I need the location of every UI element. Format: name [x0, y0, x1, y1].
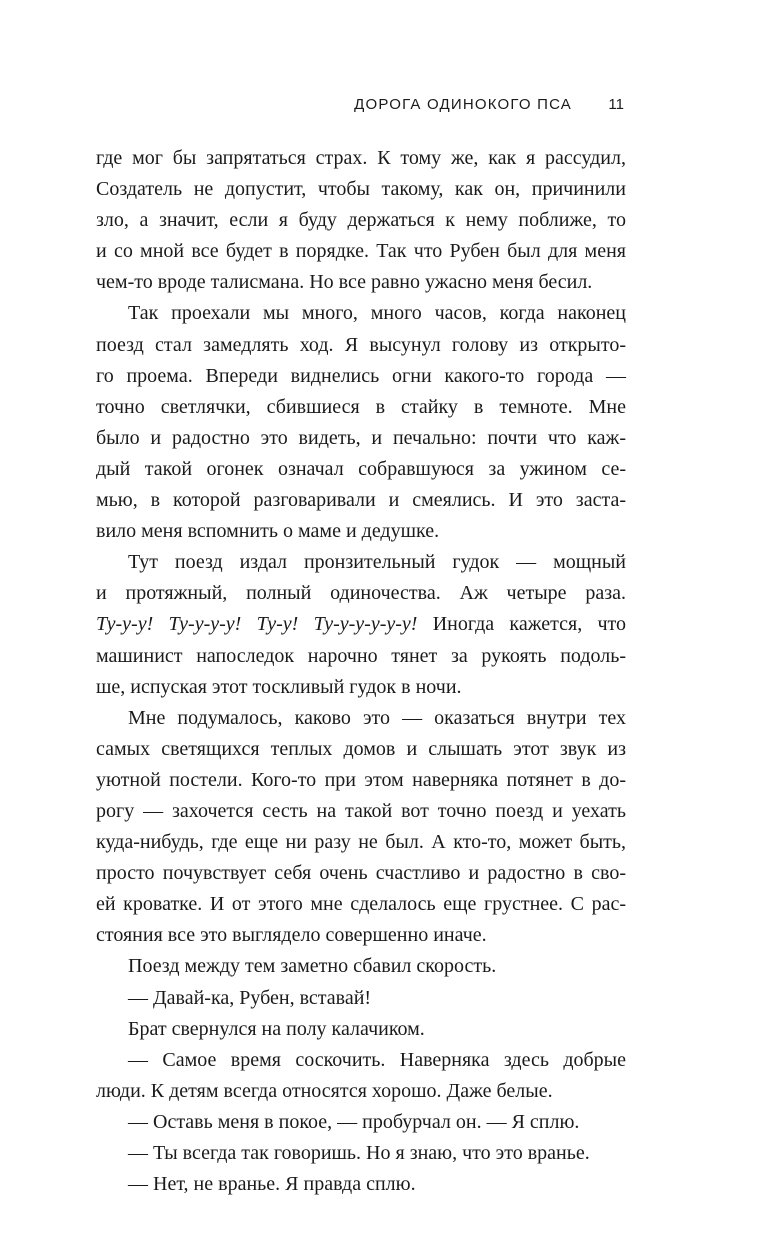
dialogue-line: — Нет, не вранье. Я правда сплю.	[128, 1173, 416, 1196]
text-line: и протяжный, полный одиночества. Аж четыре раза.	[96, 582, 626, 605]
text-line: где мог бы запрятаться страх. К тому же, как я рассудил,	[96, 147, 626, 169]
text-line: вило меня вспомнить о маме и дедушке.	[96, 520, 440, 543]
text-line: просто почувствует себя очень счастливо и радостно в сво-	[96, 862, 626, 885]
text-line: го проема. Впереди виднелись огни какого-то города —	[96, 364, 626, 387]
running-head	[96, 96, 624, 118]
dialogue-line: люди. К детям всегда относятся хорошо. Даже белые.	[96, 1079, 553, 1102]
text-line: мью, в которой разговаривали и смеялись. И это заста-	[96, 489, 626, 512]
text-line: Мне подумалось, каково это — оказаться внутри тех	[128, 706, 626, 729]
dialogue-line: — Самое время соскочить. Наверняка здесь добрые	[128, 1048, 626, 1071]
running-head-title: ДОРОГА ОДИНОКОГО ПСА	[354, 96, 572, 113]
dialogue-line: — Ты всегда так говоришь. Но я знаю, что это вранье.	[128, 1142, 590, 1164]
text-line: точно светлячки, сбившиеся в стайку в темноте. Мне	[96, 395, 626, 418]
text-line: чем-то вроде талисмана. Но все равно ужасно меня бесил.	[96, 271, 593, 294]
text-line: уютной постели. Кого-то при этом наверняка потянет в до-	[96, 768, 626, 791]
text-line: Тут поезд издал пронзительный гудок — мощный	[128, 551, 626, 574]
text-line: машинист напоследок нарочно тянет за рукоять подоль-	[96, 644, 626, 667]
text-line: рогу — захочется сесть на такой вот точно поезд и уехать	[96, 799, 626, 822]
text-line: ше, испуская этот тоскливый гудок в ночи.	[96, 675, 462, 698]
text-line: и со мной все будет в порядке. Так что Рубен был для меня	[96, 240, 626, 263]
text-line: Так проехали мы много, много часов, когда наконец	[128, 302, 626, 325]
text-line: Создатель не допустит, чтобы такому, как он, причинили	[96, 178, 626, 201]
text-line: было и радостно это видеть, и печально: почти что каж-	[96, 426, 626, 449]
text-line: ей кроватке. И от этого мне сделалось еще грустнее. С рас-	[96, 893, 626, 916]
text-line	[96, 609, 626, 640]
text-line: самых светящихся теплых домов и слышать этот звук из	[96, 737, 626, 760]
text-line: куда-нибудь, где еще ни разу не был. А кто-то, может быть,	[96, 831, 626, 854]
dialogue-line: — Давай-ка, Рубен, вставай!	[128, 986, 372, 1009]
text-line: зло, а значит, если я буду держаться к нему поближе, то	[96, 209, 626, 232]
text-line: Поезд между тем заметно сбавил скорость.	[128, 955, 497, 978]
text-fragment: Иногда кажется, что	[432, 613, 627, 636]
train-whistle-italic: Ту-у-у! Ту-у-у-у! Ту-у! Ту-у-у-у-у-у!	[96, 613, 418, 636]
text-line: поезд стал замедлять ход. Я высунул голову из открыто-	[96, 333, 626, 356]
text-line: стояния все это выглядело совершенно иначе.	[96, 924, 487, 947]
page-number: 11	[608, 96, 624, 113]
body-text	[96, 143, 626, 1200]
text-line: Брат свернулся на полу калачиком.	[128, 1017, 425, 1040]
text-line: дый такой огонек означал собравшуюся за ужином се-	[96, 457, 626, 480]
dialogue-line: — Оставь меня в покое, — пробурчал он. — Я сплю.	[128, 1110, 580, 1133]
